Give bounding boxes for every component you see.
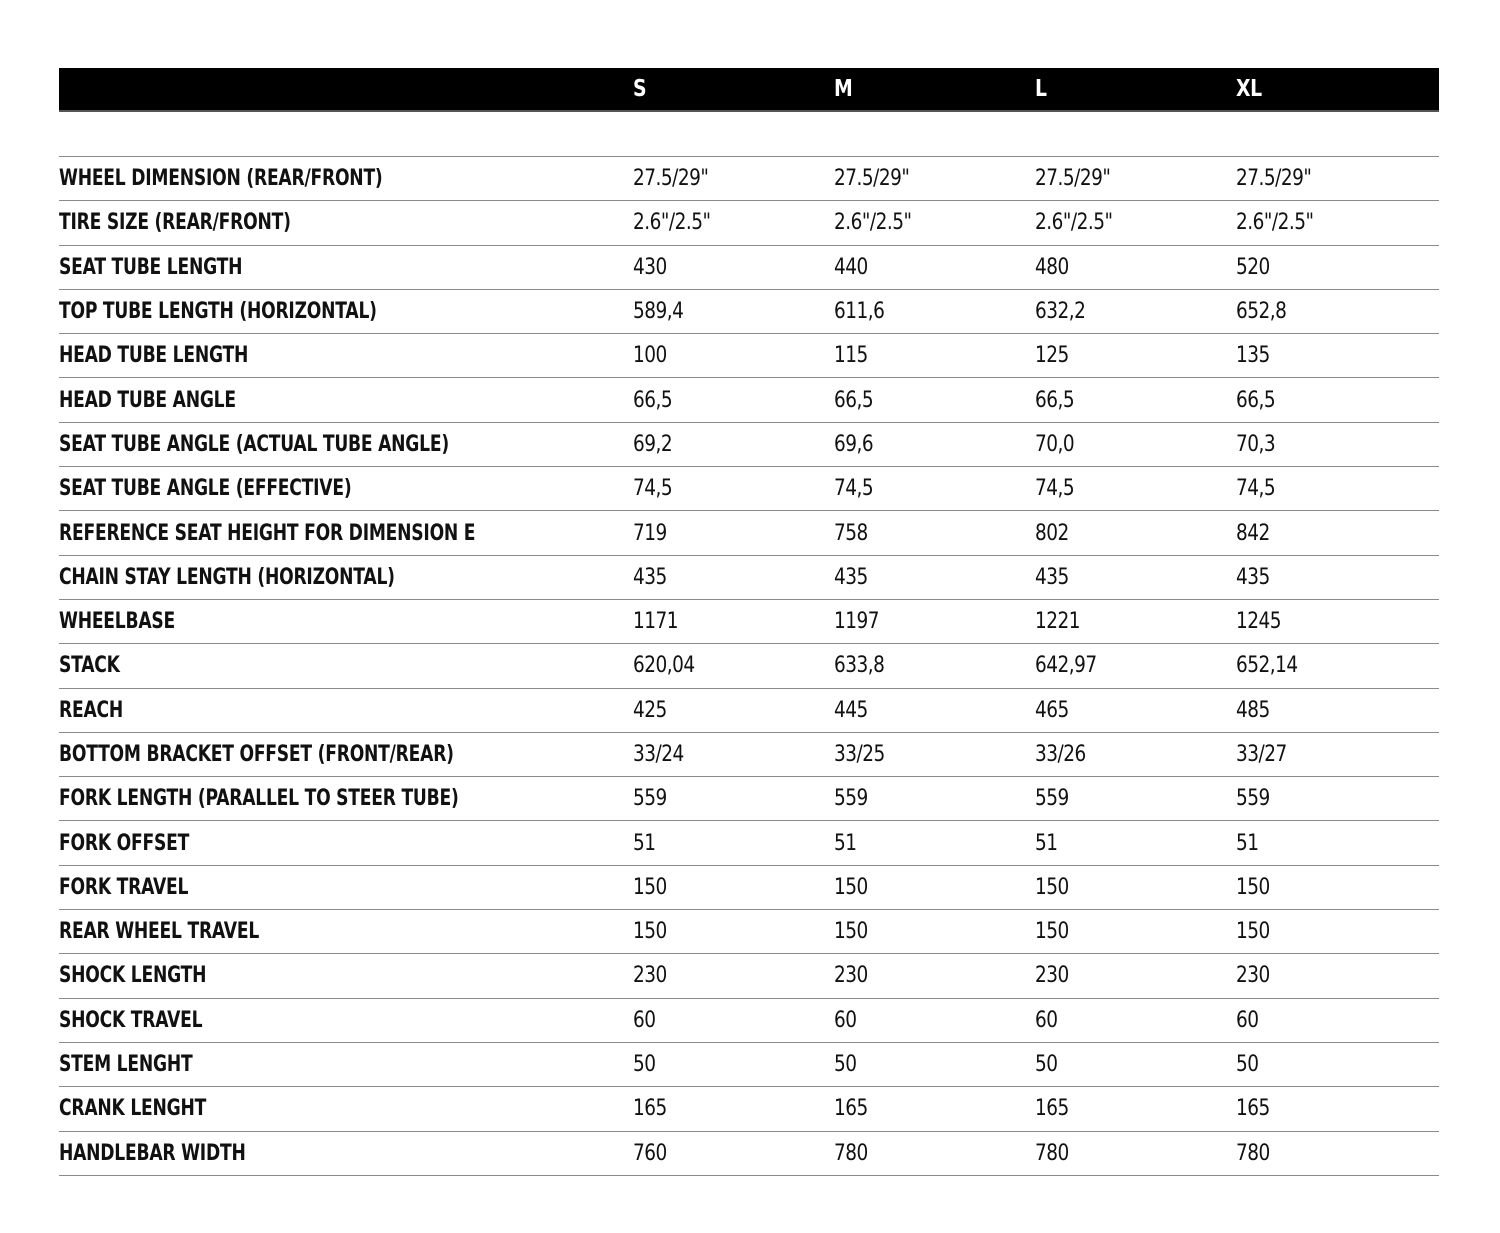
parameter-label: SEAT TUBE ANGLE (ACTUAL TUBE ANGLE) [59, 431, 449, 457]
value-cell-m: 27.5/29" [834, 166, 910, 192]
value-cell-l: 230 [1035, 963, 1069, 989]
parameter-label: HEAD TUBE ANGLE [59, 387, 236, 413]
value-cell-m: 150 [834, 874, 868, 900]
table-row [59, 246, 1439, 290]
value-cell-s: 150 [633, 919, 667, 945]
value-cell-s: 74,5 [633, 476, 673, 502]
parameter-label: REFERENCE SEAT HEIGHT FOR DIMENSION E [59, 520, 476, 546]
value-cell-l: 60 [1035, 1007, 1058, 1033]
table-row [59, 157, 1439, 201]
value-cell-l: 559 [1035, 786, 1069, 812]
value-cell-xl: 150 [1236, 919, 1270, 945]
value-cell-l: 50 [1035, 1052, 1058, 1078]
value-cell-s: 425 [633, 697, 667, 723]
value-cell-s: 719 [633, 520, 667, 546]
value-cell-l: 780 [1035, 1140, 1069, 1166]
value-cell-xl: 1245 [1236, 609, 1282, 635]
value-cell-l: 70,0 [1035, 431, 1075, 457]
parameter-label: CHAIN STAY LENGTH (HORIZONTAL) [59, 564, 395, 590]
value-cell-xl: 485 [1236, 697, 1270, 723]
table-row [59, 910, 1439, 954]
parameter-label: SEAT TUBE LENGTH [59, 254, 243, 280]
parameter-label: FORK OFFSET [59, 830, 190, 856]
value-cell-s: 760 [633, 1140, 667, 1166]
value-cell-xl: 230 [1236, 963, 1270, 989]
value-cell-xl: 2.6"/2.5" [1236, 210, 1314, 236]
value-cell-s: 435 [633, 564, 667, 590]
table-row [59, 999, 1439, 1043]
value-cell-l: 642,97 [1035, 653, 1097, 679]
value-cell-l: 51 [1035, 830, 1058, 856]
value-cell-s: 66,5 [633, 387, 673, 413]
table-row [59, 556, 1439, 600]
value-cell-s: 230 [633, 963, 667, 989]
value-cell-xl: 780 [1236, 1140, 1270, 1166]
value-cell-s: 51 [633, 830, 656, 856]
table-row [59, 777, 1439, 821]
value-cell-m: 611,6 [834, 299, 885, 325]
size-header-s: S [633, 76, 647, 102]
value-cell-m: 50 [834, 1052, 857, 1078]
parameter-label: TIRE SIZE (REAR/FRONT) [59, 210, 291, 236]
parameter-label: STEM LENGHT [59, 1052, 193, 1078]
table-row [59, 201, 1439, 245]
value-cell-s: 165 [633, 1096, 667, 1122]
table-row [59, 866, 1439, 910]
table-row [59, 334, 1439, 378]
parameter-label: WHEELBASE [59, 609, 176, 635]
parameter-label: FORK TRAVEL [59, 874, 189, 900]
parameter-label: REAR WHEEL TRAVEL [59, 919, 260, 945]
value-cell-m: 165 [834, 1096, 868, 1122]
value-cell-xl: 559 [1236, 786, 1270, 812]
geometry-rows [59, 157, 1439, 1176]
value-cell-l: 1221 [1035, 609, 1081, 635]
parameter-label: SEAT TUBE ANGLE (EFFECTIVE) [59, 476, 352, 502]
value-cell-m: 115 [834, 343, 868, 369]
value-cell-s: 60 [633, 1007, 656, 1033]
size-header-l: L [1035, 76, 1047, 102]
size-header-m: M [834, 76, 853, 102]
parameter-label: WHEEL DIMENSION (REAR/FRONT) [59, 166, 383, 192]
value-cell-m: 230 [834, 963, 868, 989]
value-cell-m: 440 [834, 254, 868, 280]
value-cell-s: 1171 [633, 609, 679, 635]
value-cell-l: 2.6"/2.5" [1035, 210, 1113, 236]
value-cell-m: 66,5 [834, 387, 874, 413]
header-spacer [59, 112, 1439, 157]
value-cell-s: 150 [633, 874, 667, 900]
value-cell-l: 165 [1035, 1096, 1069, 1122]
value-cell-s: 50 [633, 1052, 656, 1078]
parameter-label: SHOCK TRAVEL [59, 1007, 203, 1033]
value-cell-l: 480 [1035, 254, 1069, 280]
value-cell-xl: 165 [1236, 1096, 1270, 1122]
value-cell-s: 27.5/29" [633, 166, 709, 192]
value-cell-s: 620,04 [633, 653, 695, 679]
value-cell-xl: 60 [1236, 1007, 1259, 1033]
value-cell-xl: 135 [1236, 343, 1270, 369]
table-row [59, 423, 1439, 467]
geometry-table [59, 68, 1439, 1176]
value-cell-m: 559 [834, 786, 868, 812]
value-cell-l: 27.5/29" [1035, 166, 1111, 192]
value-cell-xl: 50 [1236, 1052, 1259, 1078]
value-cell-xl: 150 [1236, 874, 1270, 900]
value-cell-l: 66,5 [1035, 387, 1075, 413]
value-cell-m: 69,6 [834, 431, 874, 457]
size-header-xl: XL [1236, 76, 1262, 102]
table-row [59, 689, 1439, 733]
table-row [59, 1087, 1439, 1131]
value-cell-l: 33/26 [1035, 742, 1086, 767]
parameter-label: HANDLEBAR WIDTH [59, 1140, 246, 1166]
table-row [59, 467, 1439, 511]
value-cell-m: 445 [834, 697, 868, 723]
table-row [59, 600, 1439, 644]
parameter-label: CRANK LENGHT [59, 1096, 207, 1122]
value-cell-m: 1197 [834, 609, 880, 635]
value-cell-m: 60 [834, 1007, 857, 1033]
table-row [59, 954, 1439, 998]
value-cell-xl: 70,3 [1236, 431, 1276, 457]
value-cell-m: 2.6"/2.5" [834, 210, 912, 236]
table-row [59, 511, 1439, 555]
value-cell-m: 633,8 [834, 653, 885, 679]
table-row [59, 290, 1439, 334]
value-cell-s: 100 [633, 343, 667, 369]
value-cell-m: 74,5 [834, 476, 874, 502]
value-cell-xl: 520 [1236, 254, 1270, 280]
parameter-label: FORK LENGTH (PARALLEL TO STEER TUBE) [59, 786, 459, 812]
parameter-label: REACH [59, 697, 124, 723]
value-cell-m: 435 [834, 564, 868, 590]
parameter-label: HEAD TUBE LENGTH [59, 343, 249, 369]
parameter-label: STACK [59, 653, 120, 679]
table-row [59, 1043, 1439, 1087]
value-cell-m: 51 [834, 830, 857, 856]
value-cell-xl: 27.5/29" [1236, 166, 1312, 192]
table-row [59, 821, 1439, 865]
value-cell-m: 33/25 [834, 742, 885, 767]
value-cell-l: 465 [1035, 697, 1069, 723]
table-row [59, 1132, 1439, 1176]
value-cell-l: 632,2 [1035, 299, 1086, 325]
value-cell-m: 150 [834, 919, 868, 945]
table-row [59, 378, 1439, 422]
value-cell-l: 74,5 [1035, 476, 1075, 502]
table-row [59, 733, 1439, 777]
value-cell-s: 69,2 [633, 431, 673, 457]
value-cell-l: 150 [1035, 919, 1069, 945]
parameter-label: SHOCK LENGTH [59, 963, 207, 989]
value-cell-xl: 33/27 [1236, 742, 1287, 767]
parameter-label: TOP TUBE LENGTH (HORIZONTAL) [59, 299, 377, 325]
value-cell-xl: 435 [1236, 564, 1270, 590]
value-cell-s: 430 [633, 254, 667, 280]
value-cell-m: 780 [834, 1140, 868, 1166]
size-header-bar [59, 68, 1439, 112]
parameter-label: BOTTOM BRACKET OFFSET (FRONT/REAR) [59, 742, 454, 767]
value-cell-m: 758 [834, 520, 868, 546]
value-cell-l: 150 [1035, 874, 1069, 900]
value-cell-xl: 652,14 [1236, 653, 1298, 679]
value-cell-s: 559 [633, 786, 667, 812]
value-cell-s: 33/24 [633, 742, 684, 767]
value-cell-xl: 66,5 [1236, 387, 1276, 413]
value-cell-xl: 74,5 [1236, 476, 1276, 502]
value-cell-s: 589,4 [633, 299, 684, 325]
value-cell-xl: 51 [1236, 830, 1259, 856]
value-cell-xl: 842 [1236, 520, 1270, 546]
value-cell-xl: 652,8 [1236, 299, 1287, 325]
value-cell-l: 125 [1035, 343, 1069, 369]
value-cell-l: 802 [1035, 520, 1069, 546]
value-cell-s: 2.6"/2.5" [633, 210, 711, 236]
value-cell-l: 435 [1035, 564, 1069, 590]
table-row [59, 644, 1439, 688]
